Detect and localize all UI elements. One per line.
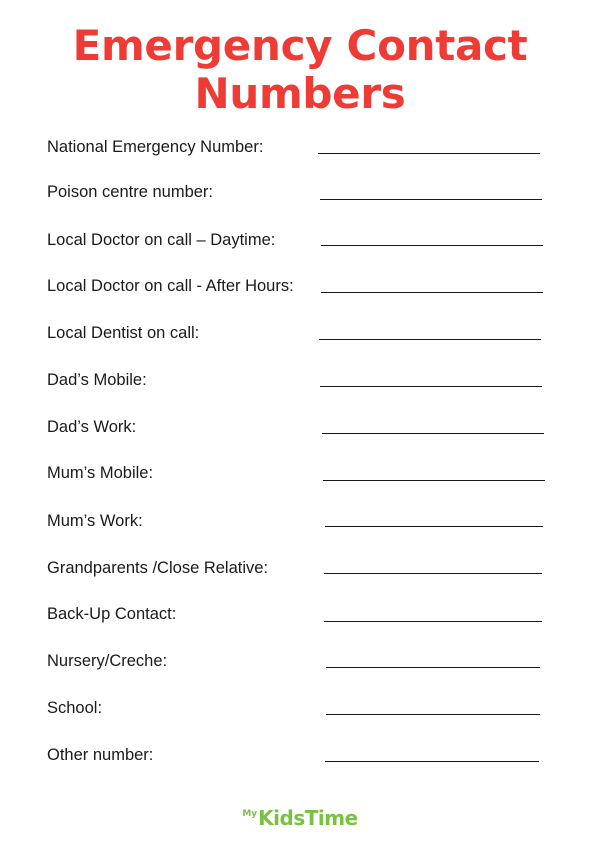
field-label: Other number: xyxy=(47,746,154,764)
write-in-line[interactable] xyxy=(326,667,540,668)
field-label: Dad’s Work: xyxy=(47,418,137,436)
field-label: Local Dentist on call: xyxy=(47,324,200,342)
mykidstime-logo xyxy=(0,806,600,830)
write-in-line[interactable] xyxy=(326,714,540,715)
contact-row-dentist xyxy=(47,322,547,346)
write-in-line[interactable] xyxy=(323,480,545,481)
write-in-line[interactable] xyxy=(325,761,539,762)
field-label: Dad’s Mobile: xyxy=(47,371,147,389)
logo-prefix: My xyxy=(242,809,258,819)
contact-row-back-up-contact xyxy=(47,603,547,627)
field-label: Mum’s Work: xyxy=(47,512,143,530)
write-in-line[interactable] xyxy=(320,386,542,387)
field-label: School: xyxy=(47,699,103,717)
contact-row-doctor-after-hours xyxy=(47,275,547,299)
write-in-line[interactable] xyxy=(322,433,544,434)
contact-row-national-emergency xyxy=(47,136,547,160)
contact-row-other-number xyxy=(47,744,547,768)
field-label: Nursery/Creche: xyxy=(47,652,168,670)
write-in-line[interactable] xyxy=(324,621,542,622)
field-label: Back-Up Contact: xyxy=(47,605,177,623)
contact-row-mums-work xyxy=(47,510,547,534)
logo-name: KidsTime xyxy=(258,806,358,830)
field-label: Local Doctor on call - After Hours: xyxy=(47,277,294,295)
contact-row-doctor-daytime xyxy=(47,229,547,253)
field-label: Grandparents /Close Relative: xyxy=(47,559,269,577)
write-in-line[interactable] xyxy=(324,573,542,574)
contact-row-school xyxy=(47,697,547,721)
contact-row-grandparents xyxy=(47,557,547,581)
page-title-line-1: Emergency Contact xyxy=(72,21,528,70)
write-in-line[interactable] xyxy=(321,245,543,246)
page-title xyxy=(0,22,600,118)
write-in-line[interactable] xyxy=(320,199,542,200)
write-in-line[interactable] xyxy=(321,292,543,293)
contact-row-dads-work xyxy=(47,416,547,440)
contact-row-dads-mobile xyxy=(47,369,547,393)
contact-row-poison-centre xyxy=(47,181,547,205)
field-label: Local Doctor on call – Daytime: xyxy=(47,231,276,249)
write-in-line[interactable] xyxy=(325,526,543,527)
write-in-line[interactable] xyxy=(319,339,541,340)
field-label: Poison centre number: xyxy=(47,183,214,201)
contact-row-nursery xyxy=(47,650,547,674)
contact-row-mums-mobile xyxy=(47,462,547,486)
write-in-line[interactable] xyxy=(318,153,540,154)
field-label: National Emergency Number: xyxy=(47,138,264,156)
field-label: Mum’s Mobile: xyxy=(47,464,154,482)
page-title-line-2: Numbers xyxy=(194,69,406,118)
